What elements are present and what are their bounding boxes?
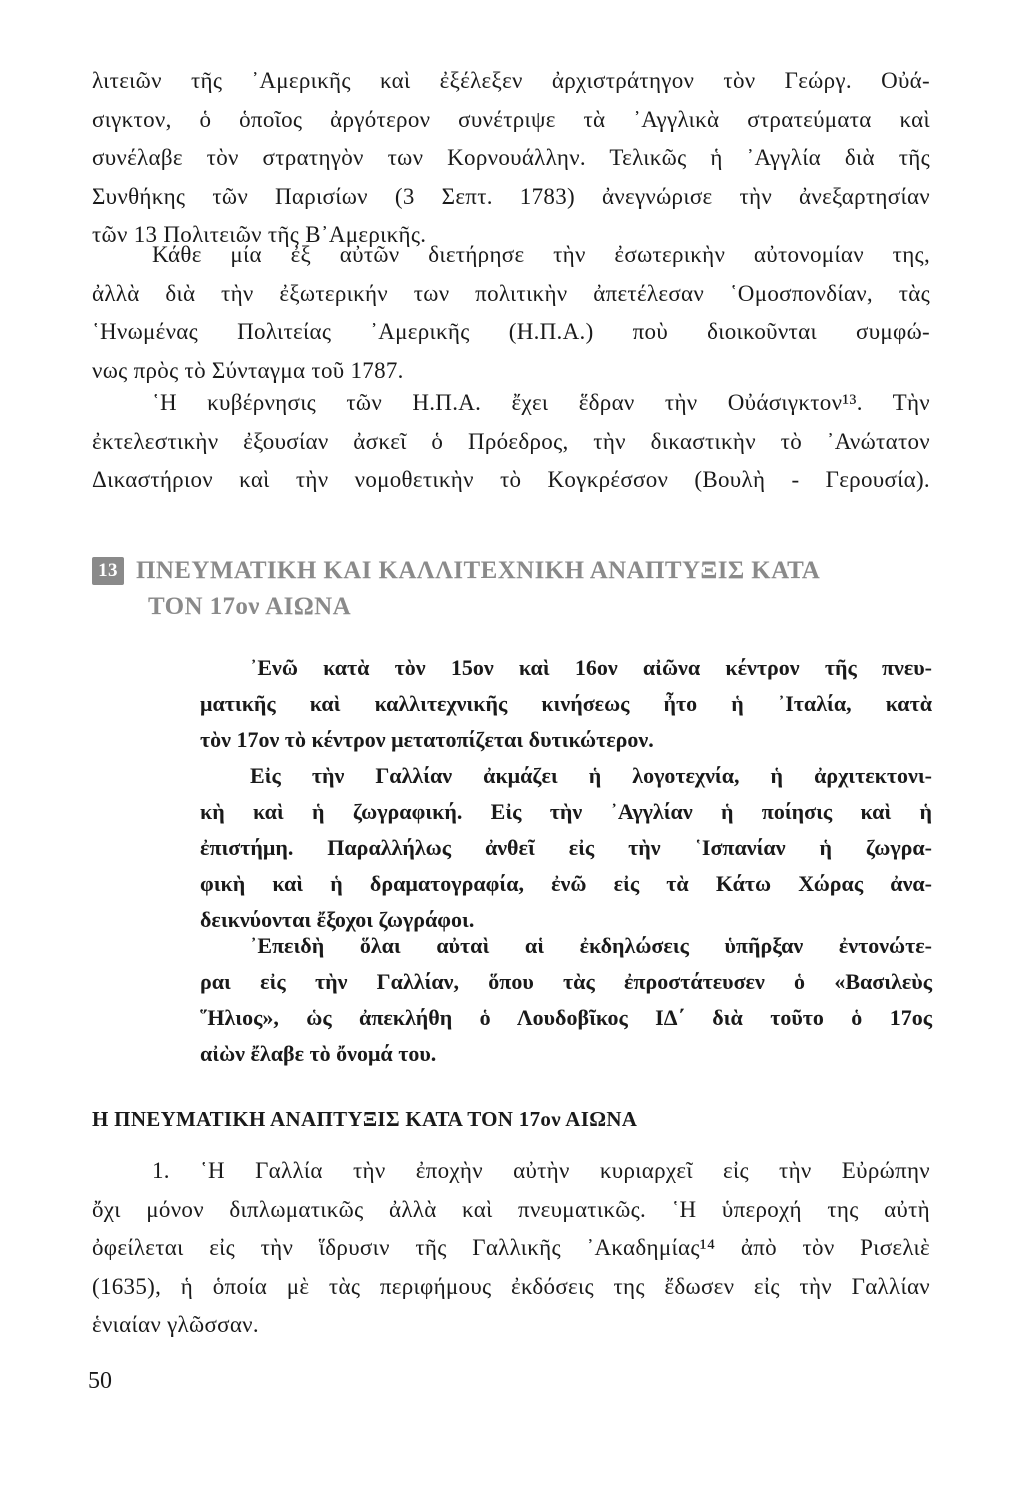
text-line: 1. ῾Η Γαλλία τὴν ἐποχὴν αὐτὴν κυριαρχεῖ εἰς τὴν Εὐρώπην	[152, 1158, 930, 1183]
text-line: ῞Ηλιος», ὡς ἀπεκλήθη ὁ Λουδοβῖκος ΙΔ΄ διὰ τοῦτο ὁ 17ος	[200, 1005, 932, 1030]
text-line: ῾Η κυβέρνησις τῶν Η.Π.Α. ἔχει ἕδραν τὴν Οὐάσιγκτον¹³. Τὴν	[152, 390, 930, 415]
section-heading	[92, 553, 932, 625]
text-line: αἰὼν ἔλαβε τὸ ὄνομά του.	[200, 1041, 437, 1066]
section-title-line: ΠΝΕΥΜΑΤΙΚΗ ΚΑΙ ΚΑΛΛΙΤΕΧΝΙΚΗ ΑΝΑΠΤΥΞΙΣ ΚΑΤΑ	[136, 557, 821, 584]
summary-paragraph	[200, 650, 932, 758]
text-line: (1635), ἡ ὁποία μὲ τὰς περιφήμους ἐκδόσεις της ἔδωσεν εἰς τὴν Γαλλίαν	[92, 1273, 930, 1299]
paragraph-government	[92, 384, 930, 500]
text-line: συνέλαβε τὸν στρατηγὸν των Κορνουάλλην. Τελικῶς ἡ ᾿Αγγλία διὰ τῆς	[92, 145, 930, 170]
summary-paragraph	[200, 758, 932, 938]
text-line: ἀλλὰ διὰ τὴν ἐξωτερικήν των πολιτικὴν ἀπετέλεσαν ῾Ομοσπονδίαν, τὰς	[92, 280, 930, 306]
text-line: Εἰς τὴν Γαλλίαν ἀκμάζει ἡ λογοτεχνία, ἡ ἀρχιτεκτονι-	[250, 763, 932, 788]
text-line: σιγκτον, ὁ ὁποῖος ἀργότερον συνέτριψε τὰ ᾿Αγγλικὰ στρατεύματα καὶ	[92, 106, 930, 132]
text-line: ᾿Ενῶ κατὰ τὸν 15ον καὶ 16ον αἰῶνα κέντρον τῆς πνευ-	[250, 655, 932, 680]
text-line: Συνθήκης τῶν Παρισίων (3 Σεπτ. 1783) ἀνεγνώρισε τὴν ἀνεξαρτησίαν	[92, 183, 930, 209]
paragraph-france	[92, 1152, 930, 1345]
text-line: κὴ καὶ ἡ ζωγραφική. Εἰς τὴν ᾿Αγγλίαν ἡ ποίησις καὶ ἡ	[200, 799, 932, 824]
text-line: φικὴ καὶ ἡ δραματογραφία, ἐνῶ εἰς τὰ Κάτω Χώρας ἀνα-	[200, 871, 932, 896]
text-line: τὸν 17ον τὸ κέντρον μετατοπίζεται δυτικώτερον.	[200, 727, 654, 752]
text-line: ἐκτελεστικὴν ἐξουσίαν ἀσκεῖ ὁ Πρόεδρος, τὴν δικαστικὴν τὸ ᾿Ανώτατον	[92, 428, 930, 454]
text-line: ἐπιστήμη. Παραλλήλως ἀνθεῖ εἰς τὴν ῾Ισπανίαν ἡ ζωγρα-	[200, 835, 932, 860]
text-line: Δικαστήριον καὶ τὴν νομοθετικὴν τὸ Κογκρέσσον (Βουλὴ - Γερουσία).	[92, 467, 930, 492]
text-line: Κάθε μία ἐξ αὐτῶν διετήρησε τὴν ἐσωτερικὴν αὐτονομίαν της,	[152, 242, 930, 267]
text-line: ὀφείλεται εἰς τὴν ἵδρυσιν τῆς Γαλλικῆς ᾿Ακαδημίας¹⁴ ἀπὸ τὸν Ρισελιὲ	[92, 1235, 930, 1260]
text-line: ῾Ηνωμένας Πολιτείας ᾿Αμερικῆς (Η.Π.Α.) ποὺ διοικοῦνται συμφώ-	[92, 319, 930, 344]
text-line: τῶν 13 Πολιτειῶν τῆς Β᾿Αμερικῆς.	[92, 222, 427, 247]
page-number: 50	[88, 1368, 112, 1394]
section-number-badge: 13	[92, 557, 124, 585]
paragraph-federation	[92, 236, 930, 390]
text-line: ραι εἰς τὴν Γαλλίαν, ὅπου τὰς ἐπροστάτευσεν ὁ «Βασιλεὺς	[200, 969, 932, 994]
text-line: δεικνύονται ἔξοχοι ζωγράφοι.	[200, 907, 475, 932]
text-line: νως πρὸς τὸ Σύνταγμα τοῦ 1787.	[92, 357, 404, 383]
text-line: ᾿Επειδὴ ὅλαι αὐταὶ αἱ ἐκδηλώσεις ὑπῆρξαν ἐντονώτε-	[250, 933, 932, 958]
text-line: ὄχι μόνον διπλωματικῶς ἀλλὰ καὶ πνευματικῶς. ῾Η ὑπεροχή της αὐτὴ	[92, 1196, 930, 1222]
section-title-line: ΤΟΝ 17ον ΑΙΩΝΑ	[148, 593, 352, 620]
subheading: Η ΠΝΕΥΜΑΤΙΚΗ ΑΝΑΠΤΥΞΙΣ ΚΑΤΑ ΤΟΝ 17ον ΑΙΩΝΑ	[92, 1107, 638, 1131]
text-line: ματικῆς καὶ καλλιτεχνικῆς κινήσεως ἦτο ἡ ᾿Ιταλία, κατὰ	[200, 691, 932, 716]
text-line: λιτειῶν τῆς ᾿Αμερικῆς καὶ ἐξέλεξεν ἀρχιστράτηγον τὸν Γεώργ. Οὐά-	[92, 68, 930, 93]
paragraph-continuation	[92, 62, 930, 255]
summary-paragraph	[200, 928, 932, 1072]
text-line: ἑνιαίαν γλῶσσαν.	[92, 1312, 259, 1337]
